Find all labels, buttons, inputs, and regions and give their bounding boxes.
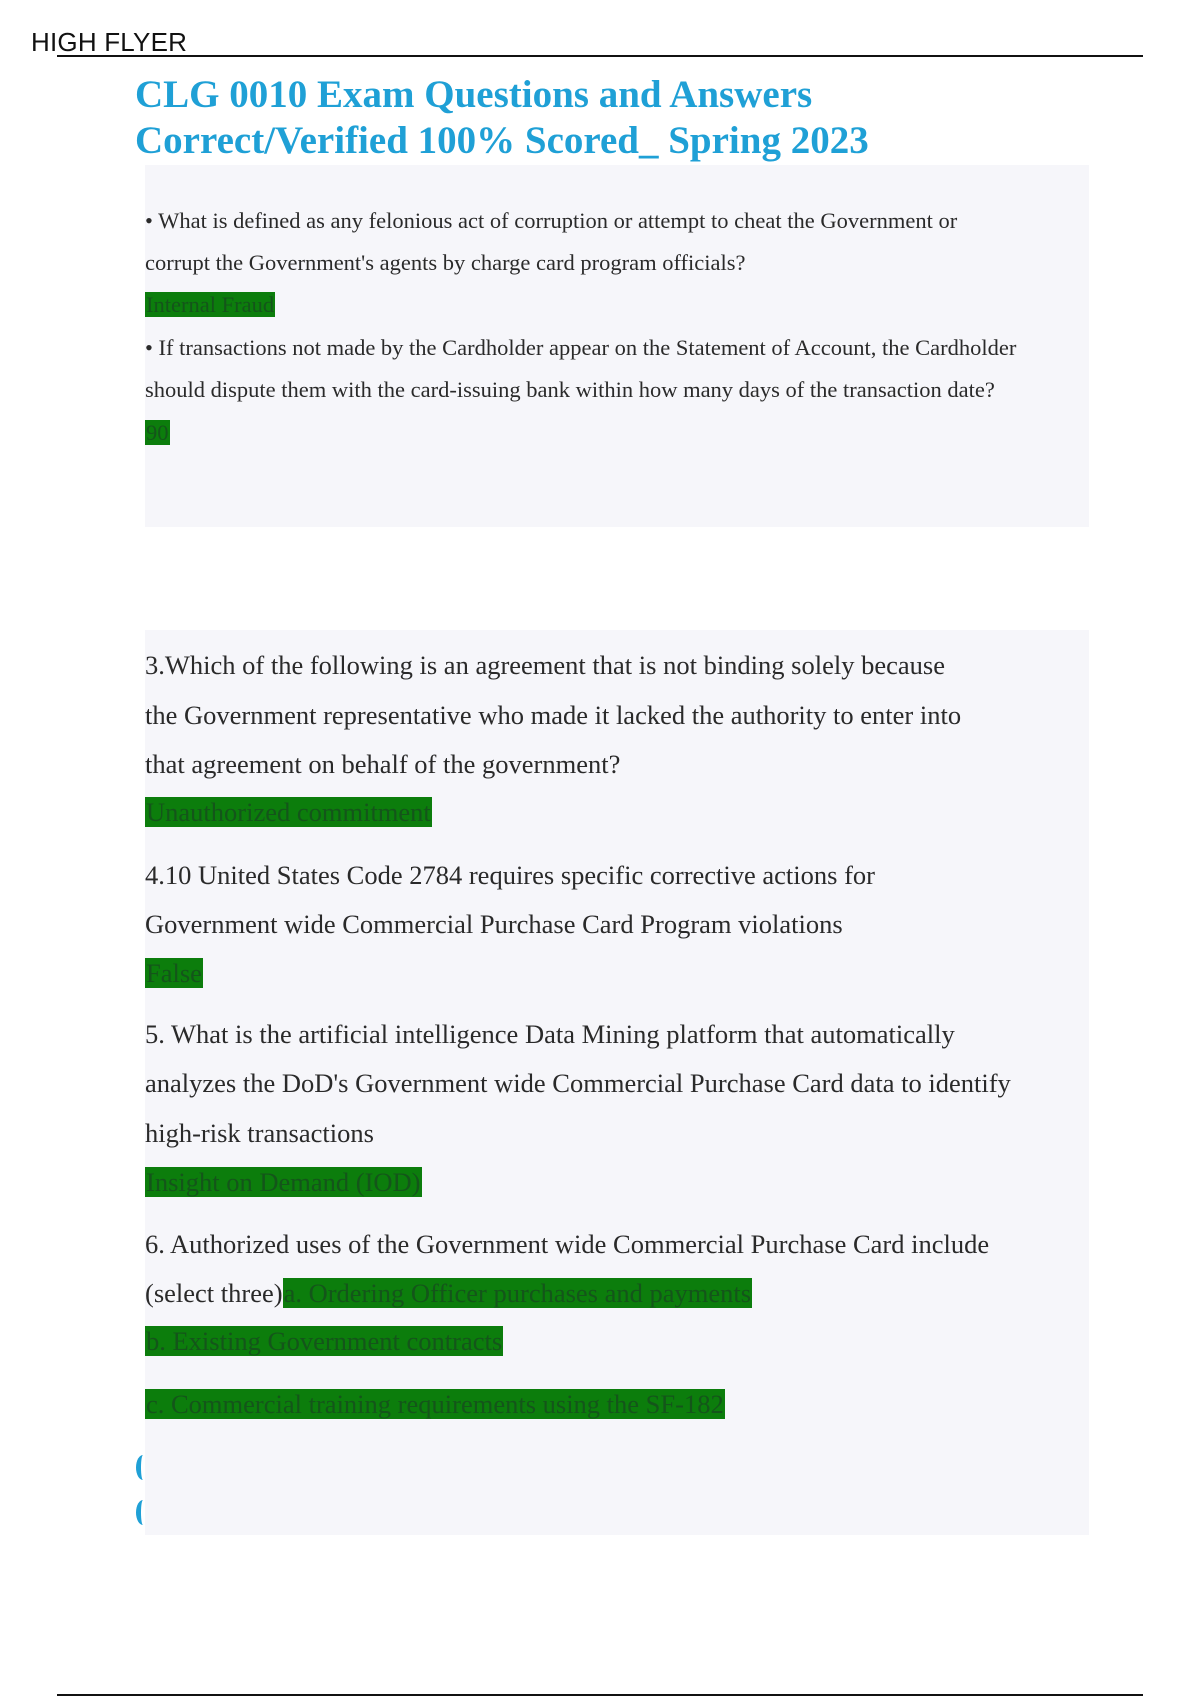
answer-highlight: Internal Fraud xyxy=(146,292,275,317)
bullet-fragment-icon xyxy=(136,1500,150,1525)
question-5-answer xyxy=(145,1167,422,1198)
question-5-line-1: 5. What is the artificial intelligence Data Mining platform that automatically xyxy=(145,1019,955,1049)
question-1-line-2: corrupt the Government's agents by charge card program officials? xyxy=(145,250,746,275)
answer-highlight: False xyxy=(146,958,202,988)
question-4-line-2: Government wide Commercial Purchase Card Program violations xyxy=(145,909,843,939)
question-6-line-1: 6. Authorized uses of the Government wide Commercial Purchase Card include xyxy=(145,1229,990,1259)
question-3-line-3: that agreement on behalf of the government? xyxy=(145,749,621,779)
question-3-line-1: 3.Which of the following is an agreement that is not binding solely because xyxy=(145,650,945,680)
title-line-2: Correct/Verified 100% Scored_ Spring 2023 xyxy=(135,119,869,162)
question-5-line-2: analyzes the DoD's Government wide Commercial Purchase Card data to identify xyxy=(145,1068,1011,1098)
question-4-answer xyxy=(145,958,203,989)
question-2-line-1: • If transactions not made by the Cardholder appear on the Statement of Account, the Cardholder xyxy=(145,335,1017,360)
title-line-1: CLG 0010 Exam Questions and Answers xyxy=(135,73,813,116)
question-4-line-1: 4.10 United States Code 2784 requires specific corrective actions for xyxy=(145,860,875,890)
answer-highlight: 90 xyxy=(146,420,169,445)
document-title xyxy=(135,72,1075,164)
question-6-line-2 xyxy=(145,1278,752,1309)
question-6-answer-b: b. Existing Government contracts xyxy=(146,1326,503,1356)
question-3-answer xyxy=(145,797,432,828)
question-6-answer-c: c. Commercial training requirements using the SF-182 xyxy=(146,1389,724,1419)
question-2-answer xyxy=(145,420,170,446)
answer-highlight: Unauthorized commitment xyxy=(146,797,431,827)
footer-rule xyxy=(57,1694,1143,1696)
question-6-answer-a: a. Ordering Officer purchases and payments xyxy=(283,1278,752,1308)
header-rule xyxy=(57,55,1143,57)
brand-name: HIGH FLYER xyxy=(31,27,188,57)
question-3-line-2: the Government representative who made it lacked the authority to enter into xyxy=(145,700,962,730)
bullet-fragment-icon xyxy=(136,1455,150,1480)
question-6-answer-c-row xyxy=(145,1389,725,1420)
question-6-line-2-text: (select three) xyxy=(145,1278,283,1308)
question-1-answer xyxy=(145,292,275,318)
question-1-line-1: • What is defined as any felonious act of corruption or attempt to cheat the Government or xyxy=(145,208,958,233)
question-2-line-2: should dispute them with the card-issuing bank within how many days of the transaction date? xyxy=(145,377,995,402)
answer-highlight: Insight on Demand (IOD) xyxy=(146,1167,421,1197)
question-5-line-3: high-risk transactions xyxy=(145,1118,374,1148)
question-6-answer-b-row xyxy=(145,1326,503,1357)
